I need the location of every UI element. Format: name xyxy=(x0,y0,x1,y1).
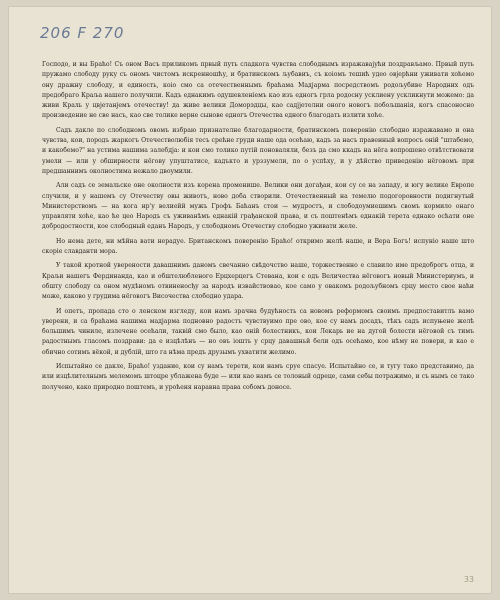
paragraph-2: Садъ дакле по слободномъ овомъ избраю признателне благодарности, братинскомъ поверенію слободно изражавамо и она чувства, кои, породъ жаркогъ Отечестволюбія тесъ срећне груди наше ода осећаю, кадъ за насъ правенный вопросъ оній "штабемо, и какобемо?" на устима нашима залебдја: и кои смо толико путій поноваляли, безъ да смо ккадъ на нёга вопрошено отвѣтствовати умели — или у обширности нёгову упуштатисе, кадъкто и урззумели, по о успѣху, и у дѣйство приведенію нёговомъ при предшаннимъ околностима нежало двоумили. xyxy=(42,126,474,175)
paragraph-5: У такой кротной уверености давашнимъ даномъ свечанно свѣдочство наше, торжественно е славило име предоброгъ отца, и Краљи нашегъ Фердинанда, као и обштелюбленого Ерцхерцегъ Стевана, кои є одъ Величества нёговогъ новый Министериумъ, и обшту слободу са оном мудѣномъ отвиненосђу за народъ извайствовао, кое само у овакомъ родољубномъ срцу место свое наћи може, каково у грудима нёговогъ Височества слободно удара. xyxy=(42,262,474,301)
body-text xyxy=(42,60,474,397)
document-page xyxy=(8,6,492,594)
paragraph-3: Али садъ се земальске оне околности изъ корена променише. Велики они догађаи, кои су се на западу, и югу велике Европе случили, и у нашемъ су Отечеству овы животъ, ново доба створили. Отечественный на темелю подогоровности подигнутый Министерствомъ — на кога нр'у велиейй мужъ Грофъ Баћанъ стои — мудростъ, и слободоумиешимъ свомъ кормило онаго управляти хоће, као ће цео Народъ съ уживанѣмъ еднакій грађанской права, и съ поштенѣмъ еднакій терета еднако осћати оне добродостности, кое слободный еданъ Народъ, у слободномъ Отечеству слободно уживати желе. xyxy=(42,182,474,231)
paragraph-7: Испытайно се дакле, Браћо! уздание, кои су намъ терети, кои намъ сруе спасуе. Испытайно се, и тугу тако представимо, да или изцѣлителнымъ мелемомъ штоцре ублажена буде — или као намъ се толоный одреце, сами себы потражимо, и съ нымъ се тако получено, како природно поштемъ, и уроћеня наравна права собомъ доносе. xyxy=(42,363,474,391)
paragraph-6: И опетъ, пропада сто о ленском изгледу, кои намъ зрачна будућность са новомъ реформомъ своимъ предпоставитлъ вамо уверени, и са браћама нашима мадјарма подновно радостъ чувствуимо пре ово, кое су намъ досадъ, тѣкъ садъ испуњене желѣ большимъ чиниле, излечене осећали, таквій смо было, као оній болестникъ, кои Лекарь ие на дугой болести нёговой съ тимъ радостнымъ гласомъ поздрави: да е изцѣлѣнъ — но овъ іошть у срцу давашньй бели одъ осећамо, кое нѣму не повери, и као е обично сотимъ вёкой, и дублій, што га нѣма предъ друзымъ ухватити желимо. xyxy=(42,307,474,356)
handwritten-shelfmark: 206 F 270 xyxy=(40,24,125,42)
page-number: 33 xyxy=(463,575,474,584)
paragraph-1: Господо, и вы Браћо! Съ оном Васъ приликомъ првый путь сладкога чувства слободнымъ изражавајући поздрављамо. Првый путь пружамо слободу руку съ ономъ чистомъ искренношћу, и братинскомъ љубавиъ, съ коіомъ тешић удео овјерћни уживати хоћемо ону дражну слободу, и единость, коіо смо са отечественнымъ браћама Мадјарма посредствомъ родољубиве Народних одъ предобраго Краља нашего получили. Кадъ еднакимъ одушевленіемъ као изъ едногъ грла родосну усклиену ускликнути можемо: да живи Краль у цвјетанјемъ отечеству! да живе велики Доморэдцы, као садјјетелни оного новогъ побољшанія, когъ спасоносно произведение не све насъ, као све толике верне сынове едногъ Отечества едного благодать излити хоће. xyxy=(42,61,474,120)
paragraph-4: Но нема дете, ни мѣйна вати нерадуе. Британскомъ поверенію Браћо! откримо желѣ наше, и Вера Богъ! испуніо наше што скорiе славданти мора. xyxy=(42,237,474,256)
